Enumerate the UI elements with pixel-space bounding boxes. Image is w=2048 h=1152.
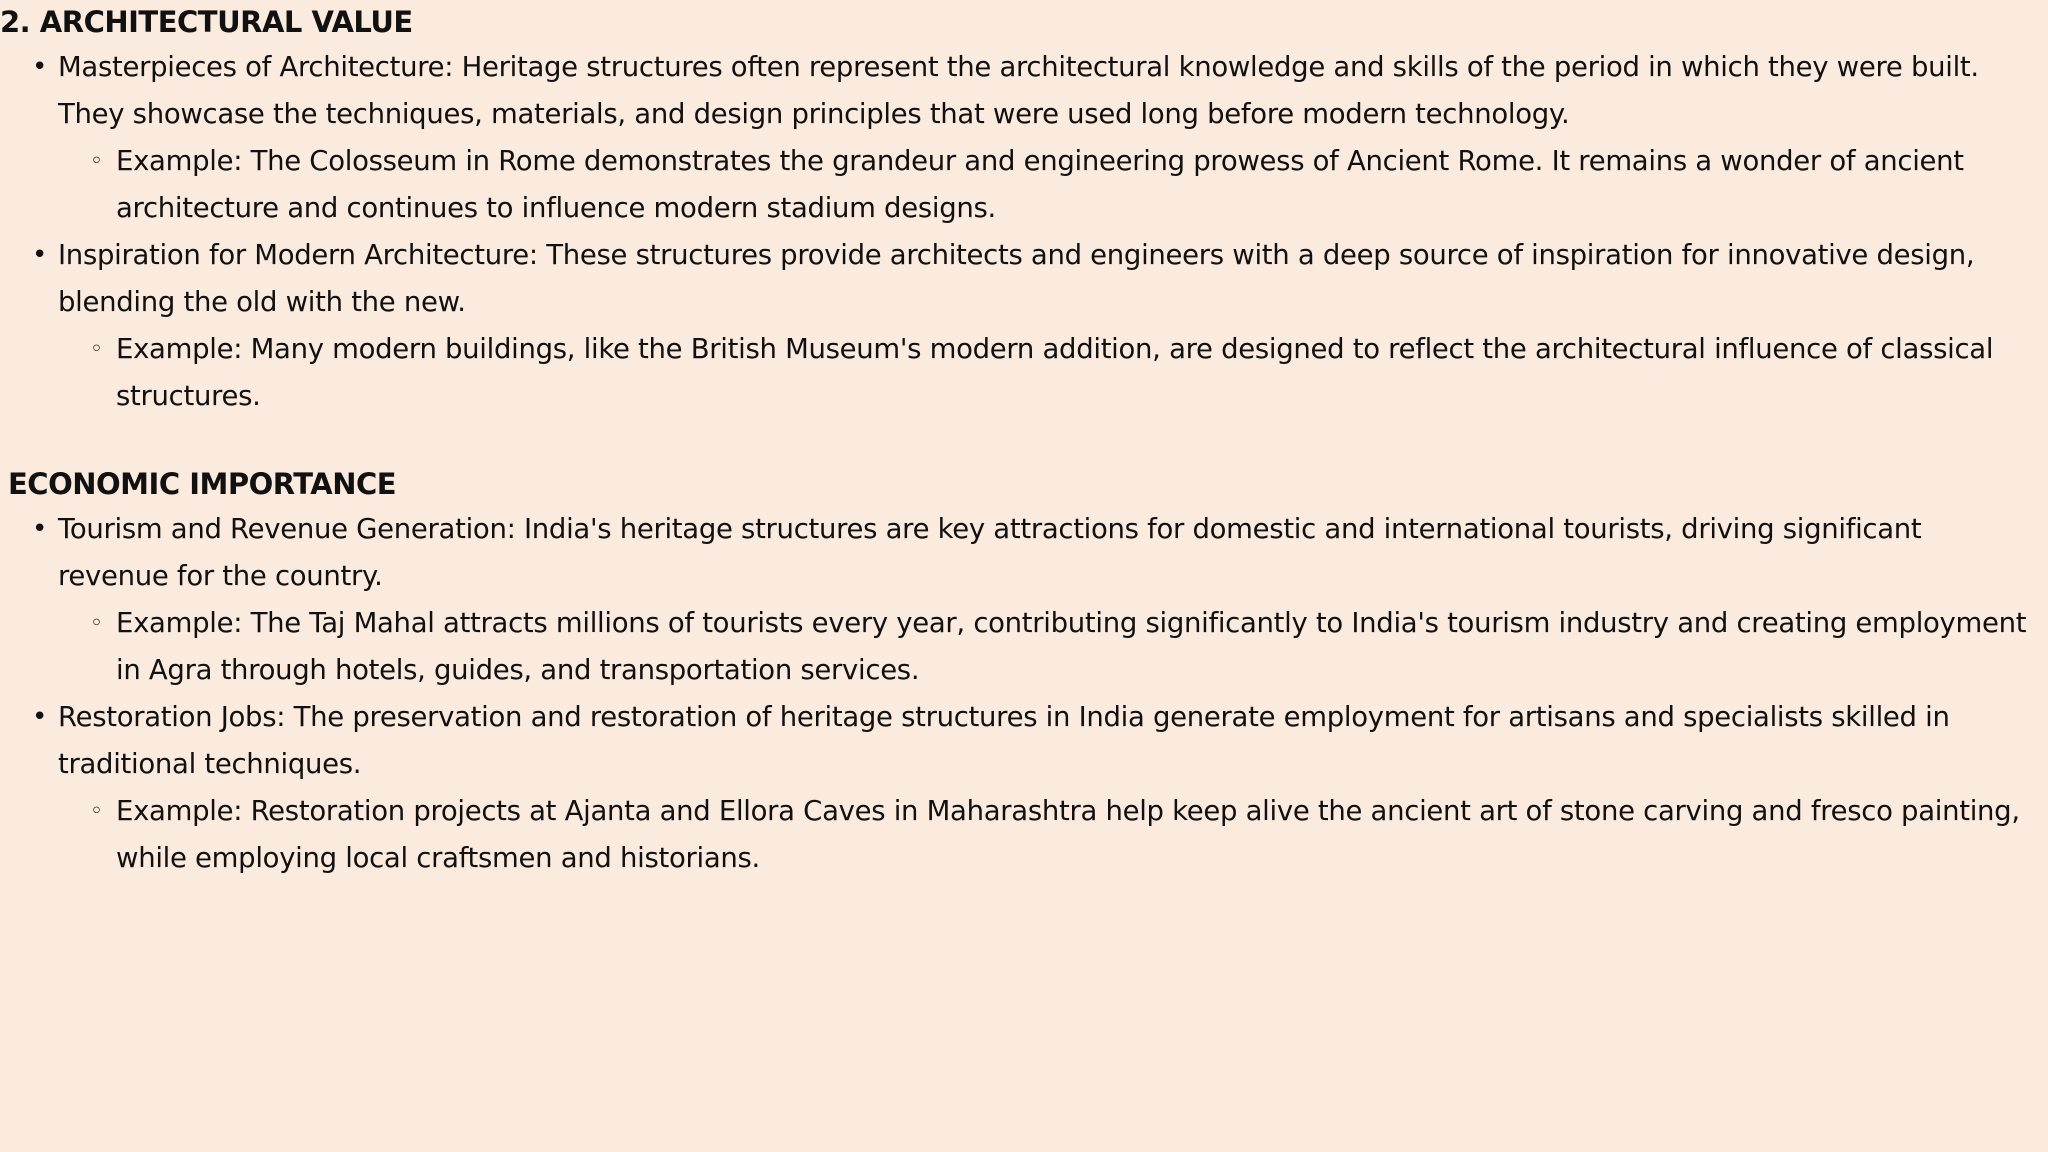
example-item-colosseum [90,138,2034,232]
example-text: Example: Many modern buildings, like the British Museum's modern addition, are designed to reflect the architectural influence of classical structures. [116,333,1994,412]
sub-bullet-icon: ◦ [90,337,103,362]
section-heading-architectural-value: 2. ARCHITECTURAL VALUE [0,5,413,39]
bullet-item-tourism [32,506,2028,600]
bullet-icon: • [32,240,48,270]
bullet-icon: • [32,52,48,82]
sub-bullet-icon: ◦ [90,799,103,824]
example-text: Example: The Taj Mahal attracts millions of tourists every year, contributing significantly to India's tourism industry and creating employment in Agra through hotels, guides, and transportation services. [116,607,2027,686]
section-heading-economic-importance: ECONOMIC IMPORTANCE [8,467,397,501]
bullet-text: Tourism and Revenue Generation: India's heritage structures are key attractions for domestic and international tourists, driving significant revenue for the country. [58,513,1922,592]
bullet-text: Inspiration for Modern Architecture: These structures provide architects and engineers with a deep source of inspiration for innovative design, blending the old with the new. [58,239,1975,318]
bullet-item-masterpieces [32,44,2028,138]
bullet-icon: • [32,702,48,732]
sub-bullet-icon: ◦ [90,149,103,174]
bullet-item-restoration-jobs [32,694,2028,788]
bullet-text: Masterpieces of Architecture: Heritage structures often represent the architectural knowledge and skills of the period in which they were built. They showcase the techniques, materials, and design principles that were used long before modern technology. [58,51,1979,130]
sub-bullet-icon: ◦ [90,611,103,636]
bullet-item-inspiration [32,232,2028,326]
example-item-british-museum [90,326,2034,420]
example-item-ajanta-ellora [90,788,2034,882]
example-text: Example: Restoration projects at Ajanta and Ellora Caves in Maharashtra help keep alive the ancient art of stone carving and fresco painting, while employing local craftsmen and historians. [116,795,2020,874]
bullet-icon: • [32,514,48,544]
bullet-text: Restoration Jobs: The preservation and restoration of heritage structures in India generate employment for artisans and specialists skilled in traditional techniques. [58,701,1950,780]
example-text: Example: The Colosseum in Rome demonstrates the grandeur and engineering prowess of Ancient Rome. It remains a wonder of ancient architecture and continues to influence modern stadium designs. [116,145,1964,224]
example-item-taj-mahal [90,600,2034,694]
